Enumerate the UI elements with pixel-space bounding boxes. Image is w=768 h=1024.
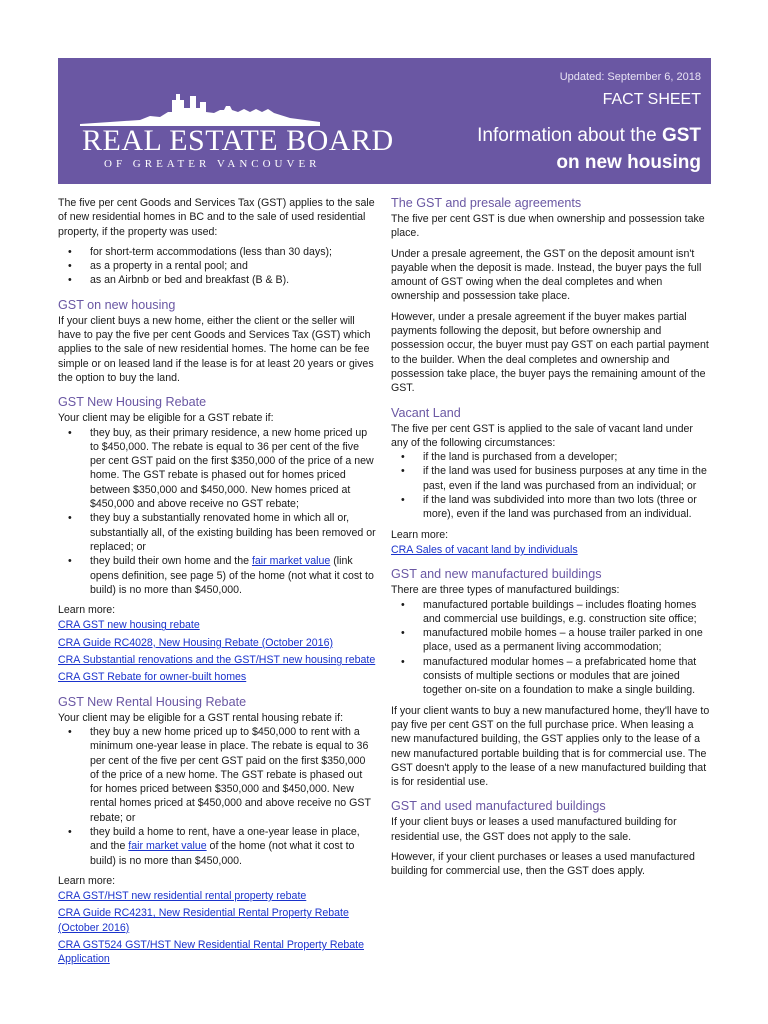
section-heading-new-housing: GST on new housing — [58, 297, 176, 312]
presale-paragraph-2: Under a presale agreement, the GST on the deposit amount isn't payable when the deposit is made. Instead, the buyer pays the full amount of GST owing when the deal completes and when ownership and possession take place. — [391, 247, 702, 303]
rental-links — [58, 889, 376, 966]
link-gst524-application[interactable]: CRA GST524 GST/HST New Residential Rental Property Rebate Application — [58, 939, 364, 966]
section-heading-rebate: GST New Housing Rebate — [58, 395, 207, 410]
vacant-land-intro: The five per cent GST is applied to the sale of vacant land under any of the following circumstances: — [391, 422, 693, 449]
rental-rebate-intro: Your client may be eligible for a GST rental housing rebate if: — [58, 711, 344, 724]
manufactured-intro: There are three types of manufactured buildings: — [391, 584, 620, 597]
logo-title: REAL ESTATE BOARD — [82, 124, 394, 157]
list-item: • as a property in a rental pool; and — [58, 259, 376, 273]
used-manufactured-paragraph-2: However, if your client purchases or leases a used manufactured building for commercial use, then the GST does apply. — [391, 850, 695, 878]
left-column — [58, 196, 376, 971]
list-item: • as an Airbnb or bed and breakfast (B & B). — [58, 273, 376, 287]
list-item: • manufactured mobile homes – a house trailer parked in one place, used as a permanent living accommodation; — [391, 626, 711, 655]
link-vacant-land-sales[interactable]: CRA Sales of vacant land by individuals — [391, 543, 578, 556]
title-line2: on new housing — [556, 152, 701, 173]
learn-more-label: Learn more: — [391, 528, 449, 541]
learn-more-label: Learn more: — [58, 874, 116, 887]
list-item: • they buy a substantially renovated home in which all or, substantially all, of the existing building has been removed or replaced; or — [58, 511, 376, 554]
list-item: • they buy a new home priced up to $450,000 to rent with a minimum one-year lease in place. The rebate is equal to 36 per cent of the five per cent GST paid on the first $350,000 of the price of a new home. The GST rebate is phased out for homes priced between $350,000 and $450,000. New rental homes priced at $450,000 and above receive no GST rebate; or — [58, 725, 376, 825]
presale-paragraph-1: The five per cent GST is due when ownership and possession take place. — [391, 213, 705, 240]
vacant-land-links — [391, 543, 711, 557]
link-cra-new-housing-rebate[interactable]: CRA GST new housing rebate — [58, 619, 200, 632]
new-manufactured-paragraph: If your client wants to buy a new manufactured home, they'll have to pay five per cent GST on the full purchase price. When leasing a new manufactured building, the GST applies only to the lease of a new manufactured portable building that is for commercial use. The GST doesn't apply to the lease of a new manufactured building that is for residential use. — [391, 704, 710, 789]
link-rc4231-guide[interactable]: CRA Guide RC4231, New Residential Rental Property Rebate (October 2016) — [58, 907, 349, 934]
rebate-links — [58, 618, 376, 684]
section-heading-new-manufactured: GST and new manufactured buildings — [391, 567, 602, 582]
list-item-text: they build a home to rent, have a one-year lease in place, and the — [90, 825, 360, 853]
list-item — [58, 554, 376, 597]
new-housing-paragraph: If your client buys a new home, either the client or the seller will have to pay the five per cent Goods and Services Tax (GST) which applies to the sale of new residential homes. The home can be fee simple or on leased land if the lease is for at least 20 years or gives the option to buy the land. — [58, 314, 374, 384]
header-band — [58, 58, 711, 184]
list-item: • for short-term accommodations (less than 30 days); — [58, 245, 376, 259]
logo-subtitle: OF GREATER VANCOUVER — [104, 158, 321, 170]
reb-logo — [80, 86, 394, 176]
section-heading-presale: The GST and presale agreements — [391, 196, 582, 210]
intro-list — [58, 245, 376, 288]
rental-rebate-list — [58, 725, 376, 868]
list-item: • manufactured portable buildings – includes floating homes and commercial use buildings, e.g. construction site office; — [391, 598, 711, 627]
section-heading-rental-rebate: GST New Rental Housing Rebate — [58, 694, 247, 709]
list-item: • if the land was used for business purposes at any time in the past, even if the land was purchased from an individual; or — [391, 464, 711, 493]
list-item-text: they build their own home and the — [90, 555, 252, 568]
fact-sheet-label: FACT SHEET — [602, 91, 701, 108]
fair-market-value-link[interactable]: fair market value — [251, 555, 331, 568]
list-item: • if the land is purchased from a developer; — [391, 450, 711, 464]
title-bold: GST — [661, 125, 701, 146]
intro-paragraph: The five per cent Goods and Services Tax (GST) applies to the sale of new residential homes in BC and to the sale of used residential property, if the property was used: — [58, 197, 375, 238]
manufactured-list — [391, 598, 711, 698]
list-item — [58, 825, 376, 868]
page-title — [477, 122, 701, 176]
link-rental-property-rebate[interactable]: CRA GST/HST new residential rental property rebate — [58, 890, 307, 903]
list-item: • manufactured modular homes – a prefabricated home that consists of multiple sections or modules that are joined together on-site on a foundation to make a single building. — [391, 655, 711, 698]
rebate-intro: Your client may be eligible for a GST rebate if: — [58, 412, 274, 425]
rebate-list — [58, 426, 376, 598]
link-substantial-renovations[interactable]: CRA Substantial renovations and the GST/HST new housing rebate — [58, 654, 376, 667]
updated-date: Updated: September 6, 2018 — [559, 71, 701, 83]
presale-paragraph-3: However, under a presale agreement if the buyer makes partial payments following the deposit, but before ownership and possession occur, the buyer must pay GST on each partial payment to the builder. When the deal completes and ownership and possession take place, the buyer pays the remaining amount of the GST. — [391, 310, 709, 395]
link-rc4028-guide[interactable]: CRA Guide RC4028, New Housing Rebate (October 2016) — [58, 636, 333, 649]
list-item-text: of the home (not what it cost to build) is no more than $450,000. — [90, 840, 355, 867]
skyline-icon — [80, 86, 320, 126]
used-manufactured-paragraph-1: If your client buys or leases a used manufactured building for residential use, the GST does not apply to the sale. — [391, 816, 677, 843]
learn-more-label: Learn more: — [58, 604, 116, 617]
section-heading-used-manufactured: GST and used manufactured buildings — [391, 799, 606, 814]
list-item-text: (link opens definition, see page 5) of the home (not what it cost to build) is no more than $450,000. — [90, 555, 374, 596]
list-item: • if the land was subdivided into more than two lots (three or more), even if the land was purchased from an individual. — [391, 493, 711, 522]
link-owner-built-rebate[interactable]: CRA GST Rebate for owner-built homes — [58, 671, 247, 684]
vacant-land-list — [391, 450, 711, 521]
right-column — [391, 196, 711, 885]
fair-market-value-link[interactable]: fair market value — [128, 840, 207, 853]
section-heading-vacant-land: Vacant Land — [391, 405, 461, 420]
title-prefix: Information about the — [477, 125, 662, 146]
list-item: • they buy, as their primary residence, a new home priced up to $450,000. The rebate is equal to 36 per cent of the five per cent GST paid on the first $350,000 of the price of a new home. The GST rebate is phased out for homes priced between $350,000 and $450,000. New homes priced at $450,000 and above receive no GST rebate; — [58, 426, 376, 512]
